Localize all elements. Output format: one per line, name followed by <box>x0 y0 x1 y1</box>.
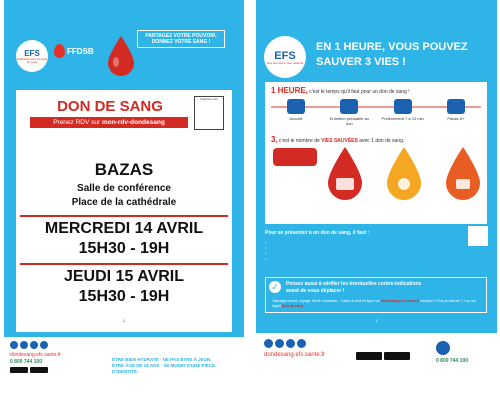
headline-line-1: EN 1 HEURE, VOUS POUVEZ <box>316 41 468 53</box>
requirement-item: • <box>265 244 267 250</box>
efs-logo-text: EFS <box>274 49 296 62</box>
hour-prefix: 1 HEURE, <box>271 86 308 95</box>
footer-phone: 0 800 744 100 <box>436 358 468 364</box>
footer-site-link[interactable]: dondesang.efs.sante.fr <box>264 352 326 358</box>
interview-icon <box>340 99 358 114</box>
donation-chair-icon <box>394 99 412 114</box>
city-name: BAZAS <box>94 160 154 179</box>
page-number: 1 <box>122 318 126 323</box>
event-card <box>16 90 232 332</box>
linkedin-icon[interactable] <box>297 339 306 348</box>
yellow-drop-icon <box>384 146 424 202</box>
step-label: Entretien préalable au don <box>329 116 369 126</box>
hour-text: c'est le temps qu'il faut pour un don de sang ! <box>307 89 410 95</box>
note-middle: rubrique « Puis-je donner ? » ou sur l'appli <box>272 299 477 308</box>
app-store-icon[interactable] <box>356 352 382 360</box>
lives-mid: c'est le nombre de <box>277 138 322 144</box>
footer-requirements <box>112 357 238 375</box>
footer-note-1: ÊTRE BIEN HYDRATÉ · NE PAS ÊTRE À JEUN. <box>112 357 212 362</box>
snack-break-icon <box>447 99 465 114</box>
lives-word: VIES SAUVÉES <box>321 138 358 144</box>
footer-site-link[interactable]: dondesang.efs.sante.fr <box>10 352 61 358</box>
step-item <box>326 99 372 126</box>
slogan-line-2: DONNEZ VOTRE SANG ! <box>151 39 211 45</box>
rdv-prefix: Prenez RDV sur <box>53 119 102 126</box>
blood-bag-icon <box>273 148 317 166</box>
lives-statement <box>271 135 404 144</box>
twitter-icon[interactable] <box>275 339 284 348</box>
efs-logo-tagline: Des donneurs, des patients <box>266 60 304 65</box>
ffdsb-heart-icon <box>54 44 65 58</box>
venue-address: Place de la cathédrale <box>71 197 177 208</box>
requirement-item: • <box>265 255 267 261</box>
efs-logo <box>16 40 48 72</box>
blood-drop-icon <box>106 35 136 77</box>
social-icons <box>10 341 48 349</box>
requirement-item: • <box>265 239 267 244</box>
linkedin-icon[interactable] <box>40 341 48 349</box>
lives-suffix: avec 1 don de sang. <box>357 138 405 144</box>
red-drop-icon <box>325 146 365 202</box>
lives-number: 3, <box>271 135 278 144</box>
hour-statement <box>271 86 410 95</box>
slogan-box <box>137 30 225 48</box>
step-label: Prélèvement 7 à 10 min <box>381 116 424 121</box>
right-footer <box>256 333 497 378</box>
date-2: JEUDI 15 AVRIL <box>63 268 185 285</box>
slogan-line-1: PARTAGEZ VOTRE POUVOIR, <box>145 33 217 39</box>
app-store-icon[interactable] <box>10 367 28 373</box>
instagram-icon[interactable] <box>30 341 38 349</box>
contraindications-note <box>272 299 484 309</box>
info-card <box>265 82 487 224</box>
app-store-badges <box>356 352 410 360</box>
left-flyer <box>4 0 244 378</box>
checkmark-icon: ✓ <box>269 281 281 293</box>
ffdsb-logo <box>54 44 94 58</box>
efs-small-logo <box>436 341 450 355</box>
contraindications-line-2: avant de vous déplacer ! <box>286 288 345 294</box>
social-icons <box>264 339 306 348</box>
facebook-icon[interactable] <box>264 339 273 348</box>
efs-logo-text: EFS <box>24 48 40 58</box>
contraindications-line-1: Pensez aussi à vérifier les éventuelles contre-indications <box>286 281 422 287</box>
step-item <box>273 99 319 126</box>
facebook-icon[interactable] <box>10 341 18 349</box>
note-app-name: Don de sang <box>281 304 303 308</box>
rdv-banner <box>30 117 188 128</box>
qr-code-box <box>194 96 224 130</box>
requirement-item: • <box>265 250 267 255</box>
right-flyer <box>256 0 497 378</box>
ffdsb-logo-text: FFDSB <box>67 46 94 56</box>
headline-line-2: SAUVER 3 VIES ! <box>316 56 406 68</box>
reception-icon <box>287 99 305 114</box>
red-divider <box>20 215 228 217</box>
drops-row <box>325 146 483 202</box>
google-play-icon[interactable] <box>384 352 410 360</box>
left-footer <box>4 337 244 378</box>
footer-note-2: ÊTRE ÂGÉ DE 18 ANS · SE MUNIR D'UNE PIÈCE D'IDENTITÉ. <box>112 363 216 374</box>
efs-logo-tagline: Établissement français du sang <box>16 56 48 64</box>
red-divider <box>20 263 228 265</box>
efs-logo <box>264 36 306 78</box>
page-number: 1 <box>375 318 378 323</box>
venue-name: Salle de conférence <box>77 183 171 194</box>
date-1: MERCREDI 14 AVRIL <box>44 220 204 237</box>
qr-code-icon <box>198 102 220 124</box>
step-label: Accueil <box>289 116 303 121</box>
step-label: Pause A+ <box>447 116 465 121</box>
google-play-icon[interactable] <box>30 367 48 373</box>
step-item <box>380 99 426 126</box>
footer-phone: 0 800 744 100 <box>10 359 42 365</box>
twitter-icon[interactable] <box>20 341 28 349</box>
note-site-link[interactable]: dondesang.efs.sante.fr <box>380 299 420 303</box>
requirements-list <box>265 239 415 261</box>
app-store-badges <box>10 367 48 373</box>
step-item <box>433 99 479 126</box>
instagram-icon[interactable] <box>286 339 295 348</box>
note-prefix: Tatouage récent, voyage, fièvre, bronchite... Faites le test en ligne sur <box>272 299 381 303</box>
orange-drop-icon <box>443 146 483 202</box>
hours-1: 15H30 - 19H <box>78 240 170 257</box>
qr-code-icon <box>468 226 488 246</box>
qr-caption: Scannez-moi <box>200 97 218 101</box>
page-title: DON DE SANG <box>57 98 163 115</box>
donation-steps <box>273 99 479 126</box>
hours-2: 15H30 - 19H <box>78 288 170 305</box>
requirements-title: Pour se présenter à un don de sang, il faut : <box>265 230 370 236</box>
rdv-site-link[interactable]: mon-rdv-dondesang <box>101 119 165 126</box>
contraindications-box <box>265 277 487 313</box>
